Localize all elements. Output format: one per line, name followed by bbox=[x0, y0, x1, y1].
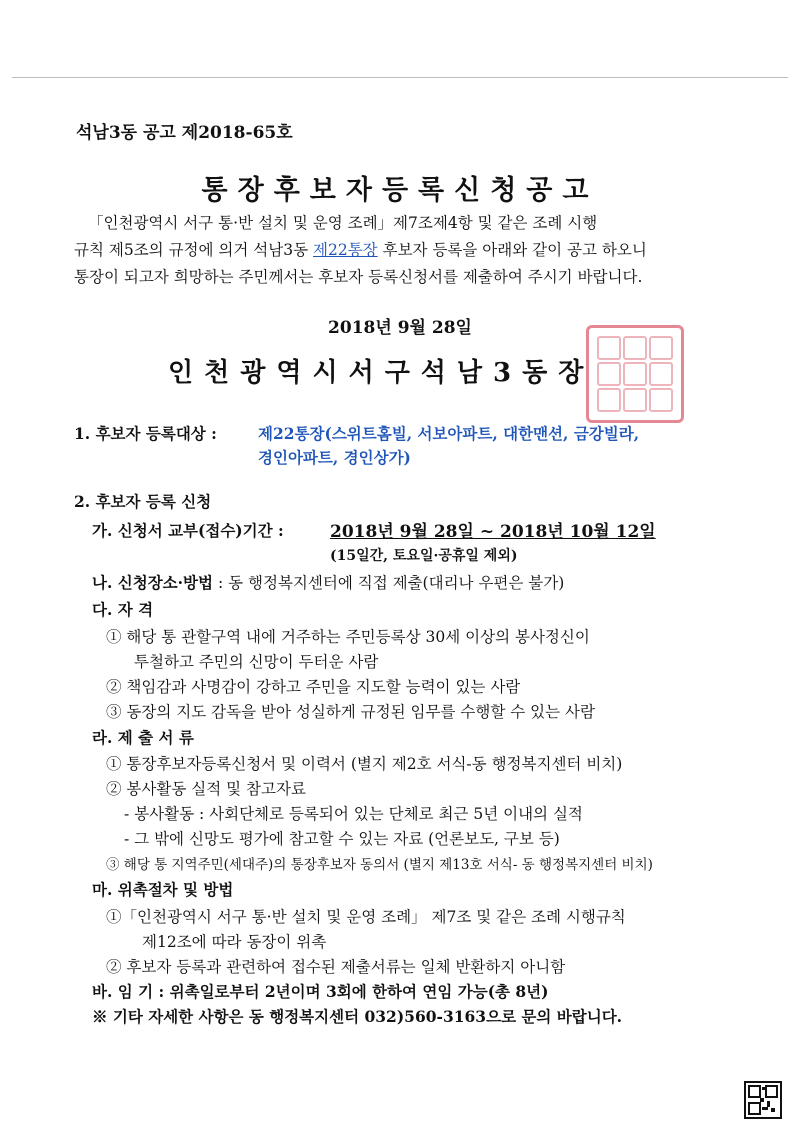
top-divider bbox=[12, 77, 788, 78]
intro-paragraph bbox=[74, 210, 647, 291]
section-1-value-line-2: 경인아파트, 경인상가) bbox=[258, 448, 411, 467]
intro-line-2 bbox=[74, 237, 647, 264]
application-period-label: 가. 신청서 교부(접수)기간 : bbox=[92, 521, 284, 540]
intro-line-2-pre: 규칙 제5조의 규정에 의거 석남3동 bbox=[74, 241, 314, 259]
section-1-value bbox=[258, 422, 639, 470]
official-seal-icon bbox=[586, 325, 684, 423]
appointment-item-1-line-1: ①「인천광역시 서구 통·반 설치 및 운영 조례」 제7조 및 같은 조례 시행규칙 bbox=[106, 908, 626, 926]
documents-heading: 라. 제 출 서 류 bbox=[92, 728, 194, 747]
qualification-item-2: ② 책임감과 사명감이 강하고 주민을 지도할 능력이 있는 사람 bbox=[106, 678, 521, 696]
application-period: 2018년 9월 28일 ~ 2018년 10월 12일 bbox=[330, 522, 656, 542]
documents-sub-1: - 봉사활동 : 사회단체로 등록되어 있는 단체로 최근 5년 이내의 실적 bbox=[124, 805, 583, 823]
document-title: 통장후보자등록신청공고 bbox=[201, 175, 599, 206]
documents-item-1: ① 통장후보자등록신청서 및 이력서 (별지 제2호 서식-동 행정복지센터 비치) bbox=[106, 755, 623, 773]
qualification-item-1-line-1: ① 해당 통 관할구역 내에 거주하는 주민등록상 30세 이상의 봉사정신이 bbox=[106, 628, 590, 646]
appointment-item-1-line-2: 제12조에 따라 동장이 위촉 bbox=[142, 933, 327, 951]
application-place-label: 나. 신청장소·방법 bbox=[92, 573, 214, 592]
documents-item-3: ③ 해당 통 지역주민(세대주)의 통장후보자 동의서 (별지 제13호 서식- 동 행정복지센터 비치) bbox=[106, 857, 653, 873]
section-2-title: 2. 후보자 등록 신청 bbox=[74, 492, 212, 511]
issuer-name: 인천광역시서구석남3동장 bbox=[168, 358, 595, 388]
term-info: 바. 임 기 : 위촉일로부터 2년이며 3회에 한하여 연임 가능(총 8년) bbox=[92, 982, 549, 1001]
documents-item-2: ② 봉사활동 실적 및 참고자료 bbox=[106, 780, 306, 798]
announcement-date: 2018년 9월 28일 bbox=[328, 318, 472, 338]
qr-code-icon bbox=[744, 1081, 782, 1119]
section-1-title: 1. 후보자 등록대상 : bbox=[74, 424, 217, 443]
qualification-item-1-line-2: 투철하고 주민의 신망이 두터운 사람 bbox=[134, 653, 379, 671]
document-number: 석남3동 공고 제2018-65호 bbox=[76, 123, 293, 143]
application-place bbox=[92, 571, 564, 593]
section-1-value-line-1: 제22통장(스위트홈빌, 서보아파트, 대한맨션, 금강빌라, bbox=[258, 424, 640, 443]
contact-note: ※ 기타 자세한 사항은 동 행정복지센터 032)560-3163으로 문의 바랍니다. bbox=[92, 1007, 623, 1026]
application-period-note: (15일간, 토요일·공휴일 제외) bbox=[330, 548, 518, 564]
qualification-item-3: ③ 동장의 지도 감독을 받아 성실하게 규정된 임무를 수행할 수 있는 사람 bbox=[106, 703, 595, 721]
intro-line-1: 「인천광역시 서구 통·반 설치 및 운영 조례」제7조제4항 및 같은 조례 시행 bbox=[88, 214, 598, 232]
documents-sub-2: - 그 밖에 신망도 평가에 참고할 수 있는 자료 (언론보도, 구보 등) bbox=[124, 830, 560, 848]
qualification-heading: 다. 자 격 bbox=[92, 600, 154, 619]
application-place-text: : 동 행정복지센터에 직접 제출(대리나 우편은 불가) bbox=[213, 574, 565, 592]
appointment-heading: 마. 위촉절차 및 방법 bbox=[92, 880, 234, 899]
team-22-link[interactable]: 제22통장 bbox=[313, 241, 378, 259]
intro-line-2-post: 후보자 등록을 아래와 같이 공고 하오니 bbox=[377, 241, 647, 259]
appointment-item-2: ② 후보자 등록과 관련하여 접수된 제출서류는 일체 반환하지 아니함 bbox=[106, 958, 566, 976]
intro-line-3: 통장이 되고자 희망하는 주민께서는 후보자 등록신청서를 제출하여 주시기 바랍니다. bbox=[74, 268, 643, 286]
